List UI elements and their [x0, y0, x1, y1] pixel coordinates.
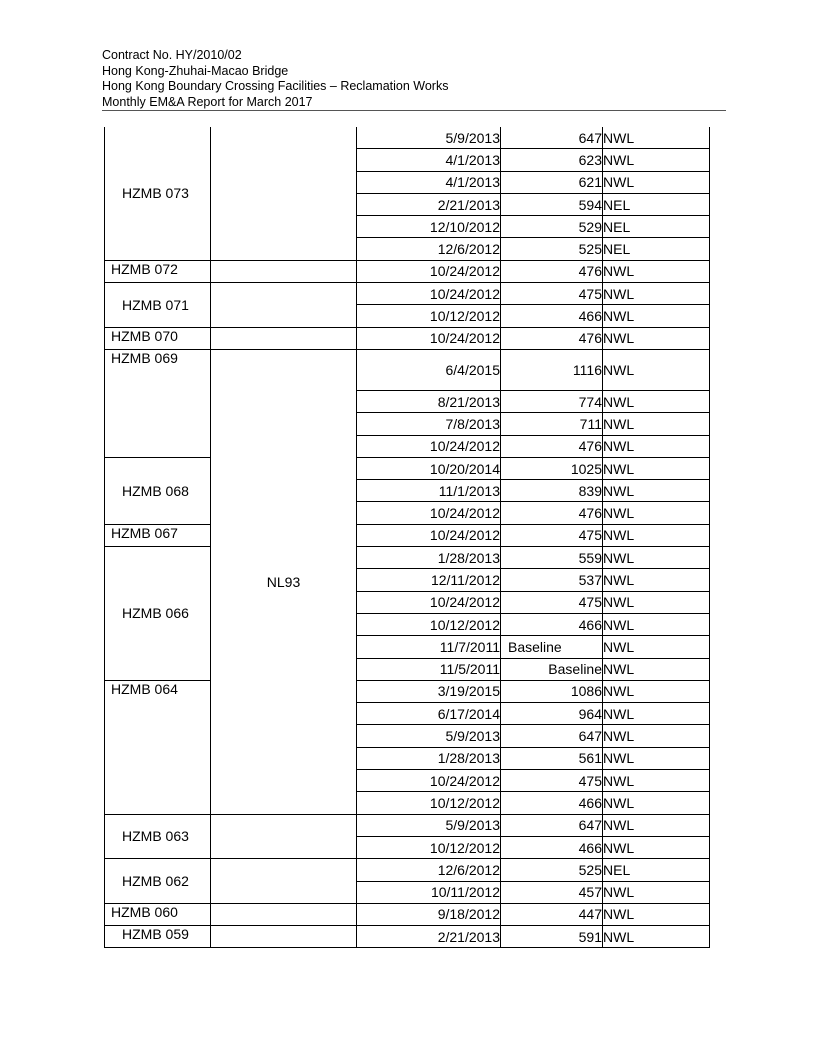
direction-cell: NWL	[603, 747, 710, 769]
value-cell: Baseline	[501, 636, 603, 658]
station-cell-empty	[211, 926, 357, 948]
survey-log-body	[105, 127, 710, 948]
value-cell: 475	[501, 524, 603, 546]
value-cell: 591	[501, 926, 603, 948]
date-cell: 11/5/2011	[357, 658, 501, 680]
project-name: Hong Kong-Zhuhai-Macao Bridge	[102, 63, 289, 78]
location-cell: HZMB 070	[105, 327, 211, 349]
value-cell: 466	[501, 613, 603, 635]
station-cell-empty	[211, 859, 357, 904]
location-cell: HZMB 073	[105, 127, 211, 260]
location-cell: HZMB 066	[105, 547, 211, 681]
date-cell: 11/7/2011	[357, 636, 501, 658]
date-cell: 5/9/2013	[357, 725, 501, 747]
table-row	[105, 903, 710, 925]
table-row	[105, 349, 710, 390]
value-cell: 647	[501, 127, 603, 149]
direction-cell: NWL	[603, 836, 710, 858]
date-cell: 7/8/2013	[357, 413, 501, 435]
date-cell: 8/21/2013	[357, 390, 501, 412]
contract-number: Contract No. HY/2010/02	[102, 48, 242, 62]
value-cell: 647	[501, 814, 603, 836]
value-cell: 457	[501, 881, 603, 903]
value-cell: 774	[501, 390, 603, 412]
value-cell: 559	[501, 547, 603, 569]
station-cell-empty	[211, 327, 357, 349]
direction-cell: NWL	[603, 524, 710, 546]
station-cell-empty	[211, 283, 357, 328]
value-cell: 594	[501, 193, 603, 215]
location-cell: HZMB 071	[105, 283, 211, 328]
direction-cell: NWL	[603, 903, 710, 925]
date-cell: 6/17/2014	[357, 703, 501, 725]
location-cell: HZMB 067	[105, 524, 211, 546]
direction-cell: NWL	[603, 149, 710, 171]
direction-cell: NWL	[603, 881, 710, 903]
direction-cell: NWL	[603, 814, 710, 836]
value-cell: 475	[501, 591, 603, 613]
date-cell: 12/6/2012	[357, 238, 501, 260]
location-cell: HZMB 068	[105, 457, 211, 524]
direction-cell: NWL	[603, 480, 710, 502]
date-cell: 10/24/2012	[357, 591, 501, 613]
page-header	[102, 48, 448, 110]
station-cell: NL93	[211, 349, 357, 814]
value-cell: 476	[501, 260, 603, 282]
station-cell-empty	[211, 127, 357, 260]
value-cell: 537	[501, 569, 603, 591]
date-cell: 10/12/2012	[357, 836, 501, 858]
date-cell: 4/1/2013	[357, 149, 501, 171]
direction-cell: NEL	[603, 193, 710, 215]
direction-cell: NEL	[603, 216, 710, 238]
value-cell: 1025	[501, 457, 603, 479]
table-row	[105, 859, 710, 881]
value-cell: 447	[501, 903, 603, 925]
table-row	[105, 814, 710, 836]
direction-cell: NWL	[603, 283, 710, 305]
date-cell: 12/10/2012	[357, 216, 501, 238]
works-name: Hong Kong Boundary Crossing Facilities – Reclamation Works	[102, 79, 449, 93]
value-cell: Baseline	[501, 658, 603, 680]
direction-cell: NWL	[603, 327, 710, 349]
direction-cell: NWL	[603, 127, 710, 149]
direction-cell: NWL	[603, 435, 710, 457]
direction-cell: NWL	[603, 349, 710, 390]
value-cell: 1086	[501, 680, 603, 702]
value-cell: 466	[501, 792, 603, 814]
direction-cell: NWL	[603, 680, 710, 702]
date-cell: 10/24/2012	[357, 502, 501, 524]
value-cell: 476	[501, 435, 603, 457]
value-cell: 839	[501, 480, 603, 502]
value-cell: 1116	[501, 349, 603, 390]
date-cell: 12/6/2012	[357, 859, 501, 881]
direction-cell: NWL	[603, 305, 710, 327]
direction-cell: NWL	[603, 591, 710, 613]
direction-cell: NWL	[603, 547, 710, 569]
table-row	[105, 327, 710, 349]
date-cell: 10/12/2012	[357, 305, 501, 327]
location-cell: HZMB 060	[105, 903, 211, 925]
date-cell: 2/21/2013	[357, 926, 501, 948]
date-cell: 10/24/2012	[357, 260, 501, 282]
date-cell: 5/9/2013	[357, 814, 501, 836]
value-cell: 475	[501, 283, 603, 305]
date-cell: 10/12/2012	[357, 613, 501, 635]
header-divider	[102, 110, 726, 111]
value-cell: 466	[501, 836, 603, 858]
direction-cell: NWL	[603, 658, 710, 680]
date-cell: 1/28/2013	[357, 547, 501, 569]
value-cell: 476	[501, 502, 603, 524]
location-cell: HZMB 062	[105, 859, 211, 904]
value-cell: 525	[501, 238, 603, 260]
direction-cell: NWL	[603, 770, 710, 792]
date-cell: 10/12/2012	[357, 792, 501, 814]
table-row	[105, 457, 710, 479]
date-cell: 10/20/2014	[357, 457, 501, 479]
date-cell: 2/21/2013	[357, 193, 501, 215]
station-cell-empty	[211, 903, 357, 925]
date-cell: 10/24/2012	[357, 770, 501, 792]
direction-cell: NWL	[603, 569, 710, 591]
value-cell: 529	[501, 216, 603, 238]
table-row	[105, 547, 710, 569]
location-cell: HZMB 072	[105, 260, 211, 282]
date-cell: 11/1/2013	[357, 480, 501, 502]
date-cell: 6/4/2015	[357, 349, 501, 390]
direction-cell: NWL	[603, 725, 710, 747]
value-cell: 476	[501, 327, 603, 349]
table-row	[105, 283, 710, 305]
date-cell: 10/24/2012	[357, 524, 501, 546]
direction-cell: NWL	[603, 926, 710, 948]
date-cell: 10/11/2012	[357, 881, 501, 903]
table-row	[105, 926, 710, 948]
date-cell: 12/11/2012	[357, 569, 501, 591]
date-cell: 5/9/2013	[357, 127, 501, 149]
report-title: Monthly EM&A Report for March 2017	[102, 94, 313, 109]
value-cell: 525	[501, 859, 603, 881]
table-row	[105, 260, 710, 282]
location-cell: HZMB 069	[105, 349, 211, 457]
value-cell: 647	[501, 725, 603, 747]
direction-cell: NEL	[603, 238, 710, 260]
location-cell: HZMB 059	[105, 926, 211, 948]
value-cell: 623	[501, 149, 603, 171]
direction-cell: NWL	[603, 636, 710, 658]
station-cell-empty	[211, 260, 357, 282]
date-cell: 3/19/2015	[357, 680, 501, 702]
direction-cell: NWL	[603, 613, 710, 635]
value-cell: 561	[501, 747, 603, 769]
value-cell: 964	[501, 703, 603, 725]
station-cell-empty	[211, 814, 357, 859]
direction-cell: NWL	[603, 390, 710, 412]
date-cell: 10/24/2012	[357, 327, 501, 349]
date-cell: 10/24/2012	[357, 283, 501, 305]
table-row	[105, 524, 710, 546]
location-cell: HZMB 063	[105, 814, 211, 859]
direction-cell: NWL	[603, 457, 710, 479]
value-cell: 466	[501, 305, 603, 327]
direction-cell: NWL	[603, 502, 710, 524]
direction-cell: NEL	[603, 859, 710, 881]
survey-log-table	[104, 127, 710, 948]
value-cell: 711	[501, 413, 603, 435]
value-cell: 621	[501, 171, 603, 193]
direction-cell: NWL	[603, 413, 710, 435]
date-cell: 10/24/2012	[357, 435, 501, 457]
table-row	[105, 127, 710, 149]
table-row	[105, 680, 710, 702]
direction-cell: NWL	[603, 171, 710, 193]
date-cell: 4/1/2013	[357, 171, 501, 193]
direction-cell: NWL	[603, 792, 710, 814]
date-cell: 9/18/2012	[357, 903, 501, 925]
direction-cell: NWL	[603, 260, 710, 282]
location-cell: HZMB 064	[105, 680, 211, 814]
value-cell: 475	[501, 770, 603, 792]
date-cell: 1/28/2013	[357, 747, 501, 769]
direction-cell: NWL	[603, 703, 710, 725]
